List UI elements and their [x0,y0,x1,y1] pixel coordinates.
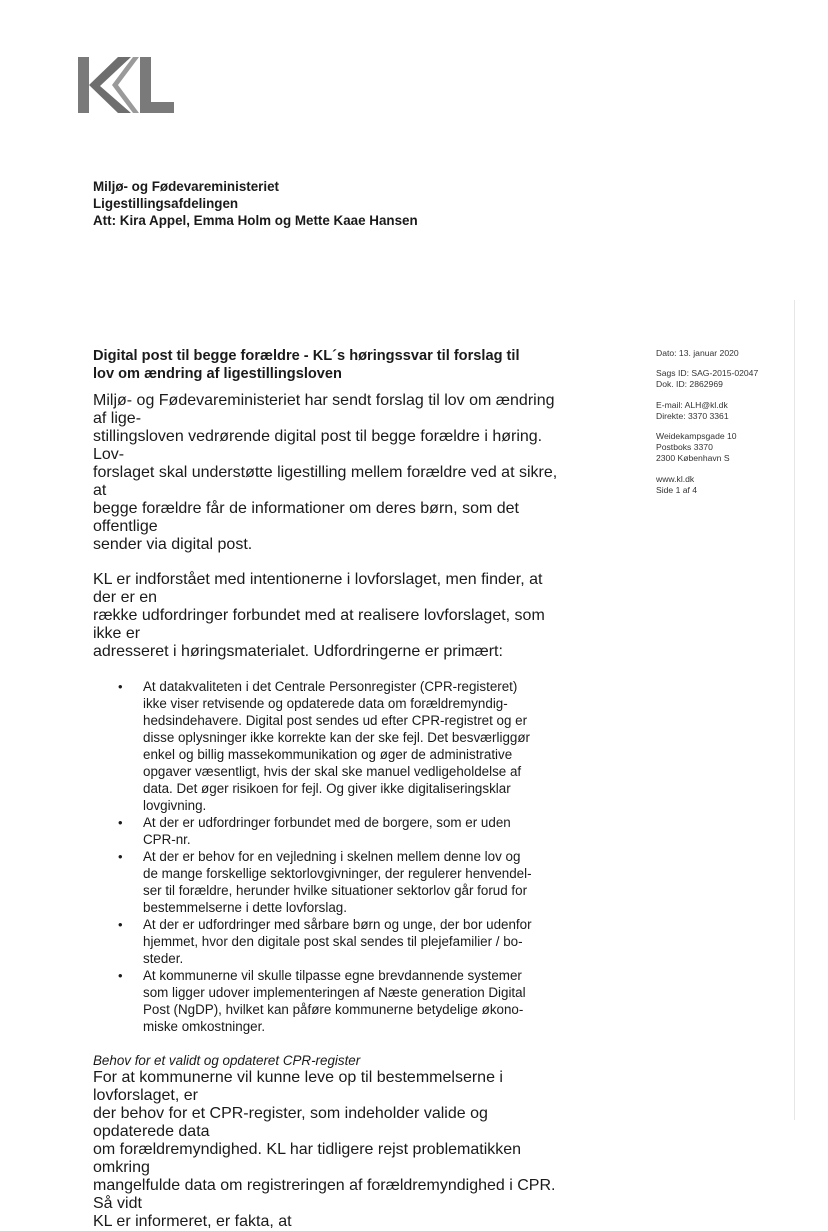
text-line: KL er informeret, er fakta, at [93,1213,292,1230]
text-line: CPR-nr. [143,832,191,847]
text-line: At kommunerne vil skulle tilpasse egne brevdannende systemer [143,968,522,983]
text-line: som ligger udover implementeringen af Næste generation Digital [143,985,526,1000]
address-line: Postboks 3370 [656,442,713,453]
list-item [93,916,563,967]
contact-group [656,400,758,422]
text-line: sender via digital post. [93,536,253,553]
text-line: enkel og billig massekommunikation og øger de administrative [143,747,513,762]
page-number: Side 1 af 4 [656,484,698,495]
doc-id: Dok. ID: 2862969 [656,379,723,390]
challenges-list [93,678,563,1035]
text-line: de mange forskellige sektorlovgivninger, der regulerer henvendel- [143,866,532,881]
text-line: om forældremyndighed. KL har tidligere rejst problematikken omkring [93,1141,522,1176]
text-line: For at kommunerne vil kunne leve op til bestemmelserne i lovforslaget, er [93,1069,503,1104]
text-line: disse oplysninger ikke korrekte kan der ske fejl. Det besværliggør [143,730,531,745]
text-line: data. Det øger risikoen for fejl. Og giver ikke digitaliseringsklar [143,781,511,796]
case-group [656,368,758,390]
date-line: Dato: 13. januar 2020 [656,348,739,358]
address-line: 2300 København S [656,453,730,464]
text-line: række udfordringer forbundet med at realisere lovforslaget, som ikke er [93,607,545,642]
text-line: At datakvaliteten i det Centrale Personregister (CPR-registeret) [143,679,518,694]
web-group [656,474,758,496]
list-item [93,678,563,814]
address-line: Weidekampsgade 10 [656,431,737,442]
bullet-icon: • [118,815,123,830]
text-line: ser til forældre, herunder hvilke situationer sektorlov går forud for [143,883,528,898]
text-line: der behov for et CPR-register, som indeholder valide og opdaterede data [93,1105,488,1140]
text-line: At der er udfordringer med sårbare børn og unge, der bor udenfor [143,917,532,932]
bullet-icon: • [118,849,123,864]
text-line: miske omkostninger. [143,1019,266,1034]
list-item [93,814,563,848]
recipient-block [93,178,418,229]
text-line: mangelfulde data om registreringen af forældremyndighed i CPR. Så vidt [93,1177,556,1212]
kl-logo-mark [78,55,178,117]
metadata-sidebar [656,348,758,505]
section-heading: Behov for et validt og opdateret CPR-register [93,1053,361,1068]
text-line: hjemmet, hvor den digitale post skal sendes til plejefamilier / bo- [143,934,523,949]
website-line: www.kl.dk [656,473,695,484]
email-line: E-mail: ALH@kl.dk [656,399,728,410]
phone-line: Direkte: 3370 3361 [656,410,729,421]
text-line: At der er udfordringer forbundet med de borgere, som er uden [143,815,511,830]
bullet-icon: • [118,679,123,694]
scan-edge [794,300,795,1120]
text-line: adresseret i høringsmaterialet. Udfordringerne er primært: [93,643,503,660]
text-line: Post (NgDP), hvilket kan påføre kommunerne betydelige økono- [143,1002,524,1017]
letter-title [93,347,563,383]
title-line: lov om ændring af ligestillingsloven [93,366,342,382]
text-line: opgaver væsentligt, hvis der skal ske manuel vedligeholdelse af [143,764,522,779]
text-line: Miljø- og Fødevareministeriet har sendt forslag til lov om ændring af lige- [93,392,555,427]
list-item [93,848,563,916]
text-line: lovgivning. [143,798,207,813]
recipient-line: Ligestillingsafdelingen [93,196,239,211]
address-group [656,431,758,465]
text-line: stillingsloven vedrørende digital post til begge forældre i høring. Lov- [93,428,543,463]
letter-body [93,347,563,1231]
case-id: Sags ID: SAG-2015-02047 [656,368,759,379]
list-item [93,967,563,1035]
date-group [656,348,758,359]
bullet-icon: • [118,968,123,983]
recipient-line: Miljø- og Fødevareministeriet [93,179,280,194]
bullet-icon: • [118,917,123,932]
text-line: KL er indforstået med intentionerne i lovforslaget, men finder, at der er en [93,571,543,606]
text-line: begge forældre får de informationer om deres børn, som det offentlige [93,500,519,535]
title-line: Digital post til begge forældre - KL´s høringssvar til forslag til [93,348,520,364]
kl-logo [78,55,178,117]
recipient-line: Att: Kira Appel, Emma Holm og Mette Kaae Hansen [93,213,418,228]
text-line: bestemmelserne i dette lovforslag. [143,900,347,915]
text-line: hedsindehavere. Digital post sendes ud efter CPR-registret og er [143,713,528,728]
text-line: forslaget skal understøtte ligestilling mellem forældre ved at sikre, at [93,464,558,499]
text-line: steder. [143,951,184,966]
text-line: At der er behov for en vejledning i skelnen mellem denne lov og [143,849,521,864]
text-line: ikke viser retvisende og opdaterede data om forældremyndig- [143,696,508,711]
